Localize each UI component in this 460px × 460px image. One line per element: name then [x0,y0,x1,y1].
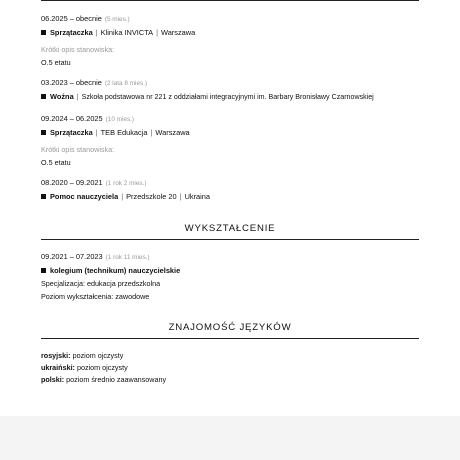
language-name: ukraiński: [41,363,75,372]
bullet-square-icon [41,194,46,199]
education-divider [41,239,419,240]
languages-heading: ZNAJOMOŚĆ JĘZYKÓW [168,322,292,333]
education-entry [41,252,430,301]
experience-position: Sprzątaczka [50,28,93,37]
experience-desc: O.5 etatu [41,158,71,167]
experience-entry [41,14,430,67]
education-dates: 09.2021 – 07.2023 [41,252,103,261]
experience-company: Szkoła podstawowa nr 221 z oddziałami integracyjnymi im. Barbary Bronisławy Czarnowskiej [81,93,374,101]
experience-dates: 09.2024 – 06.2025 [41,114,103,123]
experience-location: Ukraina [184,192,211,201]
education-level: Poziom wykształcenia: zawodowe [41,292,150,301]
experience-dates: 06.2025 – obecnie [41,14,102,23]
experience-location: Warszawa [161,28,196,37]
separator: | [156,28,159,37]
experience-desc-label: Krótki opis stanowiska: [41,145,115,154]
language-item [41,375,166,384]
experience-position: Woźna [50,92,74,101]
experience-company: Przedszkole 20 [126,192,177,201]
language-name: polski: [41,375,65,384]
experience-desc-label: Krótki opis stanowiska: [41,45,115,54]
experience-dates: 08.2020 – 09.2021 [41,178,103,187]
education-duration: (1 rok 11 mies.) [105,254,150,261]
separator: | [95,128,98,137]
education-school: kolegium (technikum) nauczycielskie [50,266,181,275]
education-heading: WYKSZTAŁCENIE [184,223,276,234]
experience-dates: 03.2023 – obecnie [41,78,102,87]
experience-desc: O.5 etatu [41,58,71,67]
bullet-square-icon [41,94,46,99]
bullet-square-icon [41,268,46,273]
separator: | [76,92,79,101]
experience-entry [41,178,430,201]
experience-duration: (2 lata 8 mies.) [104,80,148,87]
language-item [41,351,123,360]
top-divider [41,0,419,1]
experience-entry [41,78,440,102]
language-level: poziom średnio zaawansowany [66,375,167,384]
experience-company: TEB Edukacja [100,128,148,137]
language-level: poziom ojczysty [76,363,128,372]
languages-divider [41,338,419,339]
language-item [41,363,128,372]
bullet-square-icon [41,30,46,35]
separator: | [95,28,98,37]
experience-duration: (10 mies.) [105,116,135,123]
language-name: rosyjski: [41,351,71,360]
separator: | [150,128,153,137]
experience-position: Pomoc nauczyciela [50,192,119,201]
separator: | [179,192,182,201]
bullet-square-icon [41,130,46,135]
language-level: poziom ojczysty [72,351,124,360]
experience-position: Sprzątaczka [50,128,93,137]
separator: | [121,192,124,201]
experience-company: Klinika INVICTA [100,28,154,37]
experience-duration: (1 rok 2 mies.) [105,180,147,187]
education-specialization: Specjalizacja: edukacja przedszkolna [41,279,161,288]
experience-location: Warszawa [155,128,190,137]
experience-duration: (5 mies.) [104,16,130,23]
experience-entry [41,114,430,167]
